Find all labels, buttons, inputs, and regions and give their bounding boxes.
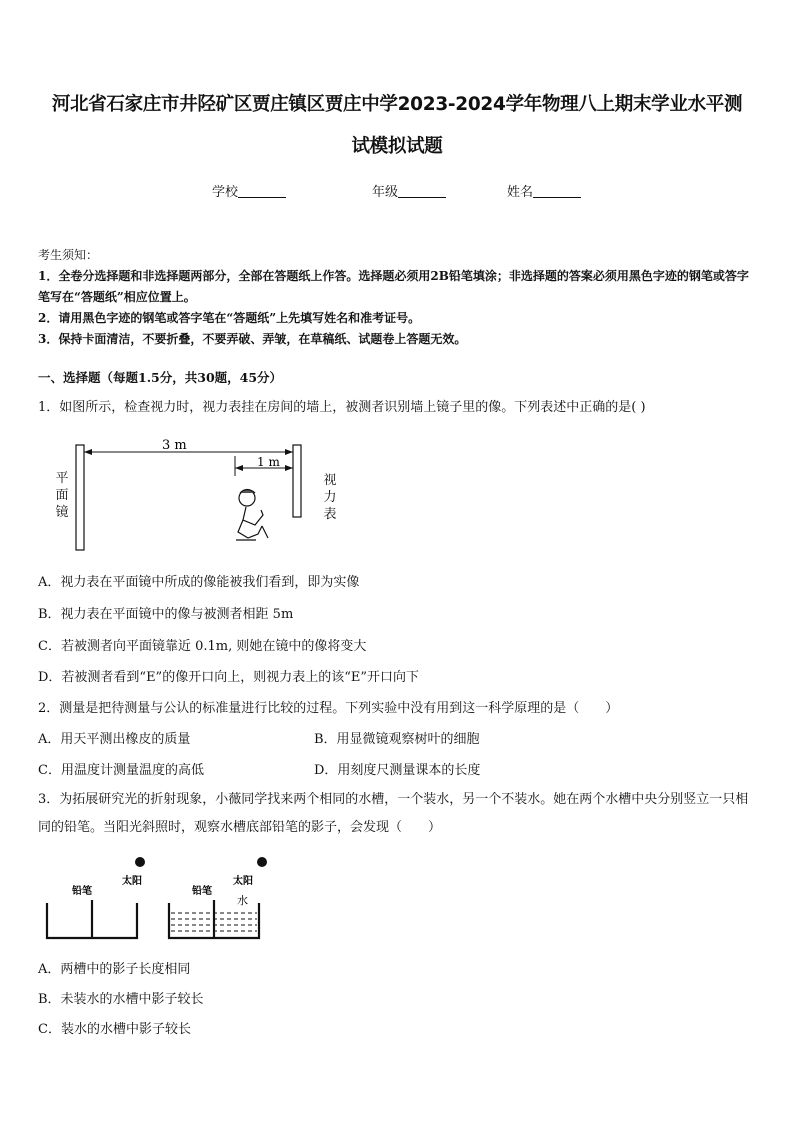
q2-stem: 2．测量是把待测量与公认的标准量进行比较的过程。下列实验中没有用到这一科学原理的是（ ） (38, 701, 619, 716)
distance-3m: 3 m (162, 438, 187, 453)
arrow-left-icon (84, 449, 92, 455)
school-label: 学校 (212, 185, 239, 200)
pencil-label: 铅笔 (192, 886, 212, 897)
name-blank (533, 185, 581, 198)
grade-field (372, 181, 446, 200)
q3-figure (40, 850, 280, 945)
eye-chart-board (293, 445, 301, 517)
sun-label: 太阳 (233, 876, 253, 887)
notice-item-1: 1．全卷分选择题和非选择题两部分，全部在答题纸上作答。选择题必须用2B铅笔填涂；非选择题的答案必须用黑色字迹的钢笔或答字笔写在“答题纸”相应位置上。 (38, 269, 749, 304)
q2-option-a: A．用天平测出橡皮的质量 (38, 732, 191, 747)
q3-stem: 3．为拓展研究光的折射现象，小薇同学找来两个相同的水槽，一个装水，另一个不装水。她在两个水槽中央分别竖立一只相同的铅笔。当阳光斜照时，观察水槽底部铅笔的影子，会发现（ ） (38, 792, 749, 835)
school-field (212, 181, 286, 200)
notice-item-3: 3．保持卡面清洁，不要折叠，不要弄破、弄皱，在草稿纸、试题卷上答题无效。 (38, 332, 467, 346)
mirror-label: 平面镜 (55, 471, 69, 520)
sun-icon (257, 857, 267, 867)
eye-chart-label: 视力表 (323, 473, 337, 522)
section-heading: 一、选择题（每题1.5分，共30题，45分） (38, 370, 283, 385)
sun-icon (135, 857, 145, 867)
q1-figure (50, 430, 350, 555)
notice-heading: 考生须知： (38, 248, 99, 262)
q1-option-c: C．若被测者向平面镜靠近 0.1m, 则她在镜中的像将变大 (38, 639, 367, 654)
q1-option-a: A．视力表在平面镜中所成的像能被我们看到，即为实像 (38, 575, 360, 590)
arrow-right-icon (285, 449, 293, 455)
q1-option-b: B．视力表在平面镜中的像与被测者相距 5m (38, 607, 294, 622)
name-field (507, 181, 581, 200)
q2-option-b: B．用显微镜观察树叶的细胞 (314, 732, 480, 747)
q3-option-c: C．装水的水槽中影子较长 (38, 1022, 191, 1037)
seated-person-icon (236, 490, 268, 541)
water-tank (169, 857, 267, 938)
arrow-left-icon (235, 465, 243, 471)
grade-blank (398, 185, 446, 198)
school-blank (238, 185, 286, 198)
exam-title-line1: 河北省石家庄市井陉矿区贾庄镇区贾庄中学2023-2024学年物理八上期末学业水平测 (51, 94, 743, 115)
q3-option-a: A．两槽中的影子长度相同 (38, 962, 191, 977)
arrow-right-icon (285, 465, 293, 471)
q3-option-b: B．未装水的水槽中影子较长 (38, 992, 204, 1007)
q1-stem: 1．如图所示，检查视力时，视力表挂在房间的墙上，被测者识别墙上镜子里的像。下列表述中正确的是( ) (38, 400, 646, 415)
grade-label: 年级 (372, 185, 399, 200)
distance-1m: 1 m (257, 455, 280, 469)
plane-mirror (76, 445, 84, 550)
water-label: 水 (237, 894, 248, 907)
empty-tank (47, 857, 145, 938)
q2-option-c: C．用温度计测量温度的高低 (38, 763, 204, 778)
exam-title-line2: 试模拟试题 (351, 136, 443, 157)
exam-title (30, 84, 764, 168)
pencil-label: 铅笔 (72, 886, 92, 897)
name-label: 姓名 (507, 185, 534, 200)
sun-label: 太阳 (122, 876, 142, 887)
q1-option-d: D．若被测者看到“E”的像开口向上，则视力表上的该“E”开口向下 (38, 670, 419, 685)
notice-item-2: 2．请用黑色字迹的钢笔或答字笔在“答题纸”上先填写姓名和准考证号。 (38, 311, 421, 325)
q2-option-d: D．用刻度尺测量课本的长度 (314, 763, 481, 778)
exam-notice (38, 245, 758, 350)
